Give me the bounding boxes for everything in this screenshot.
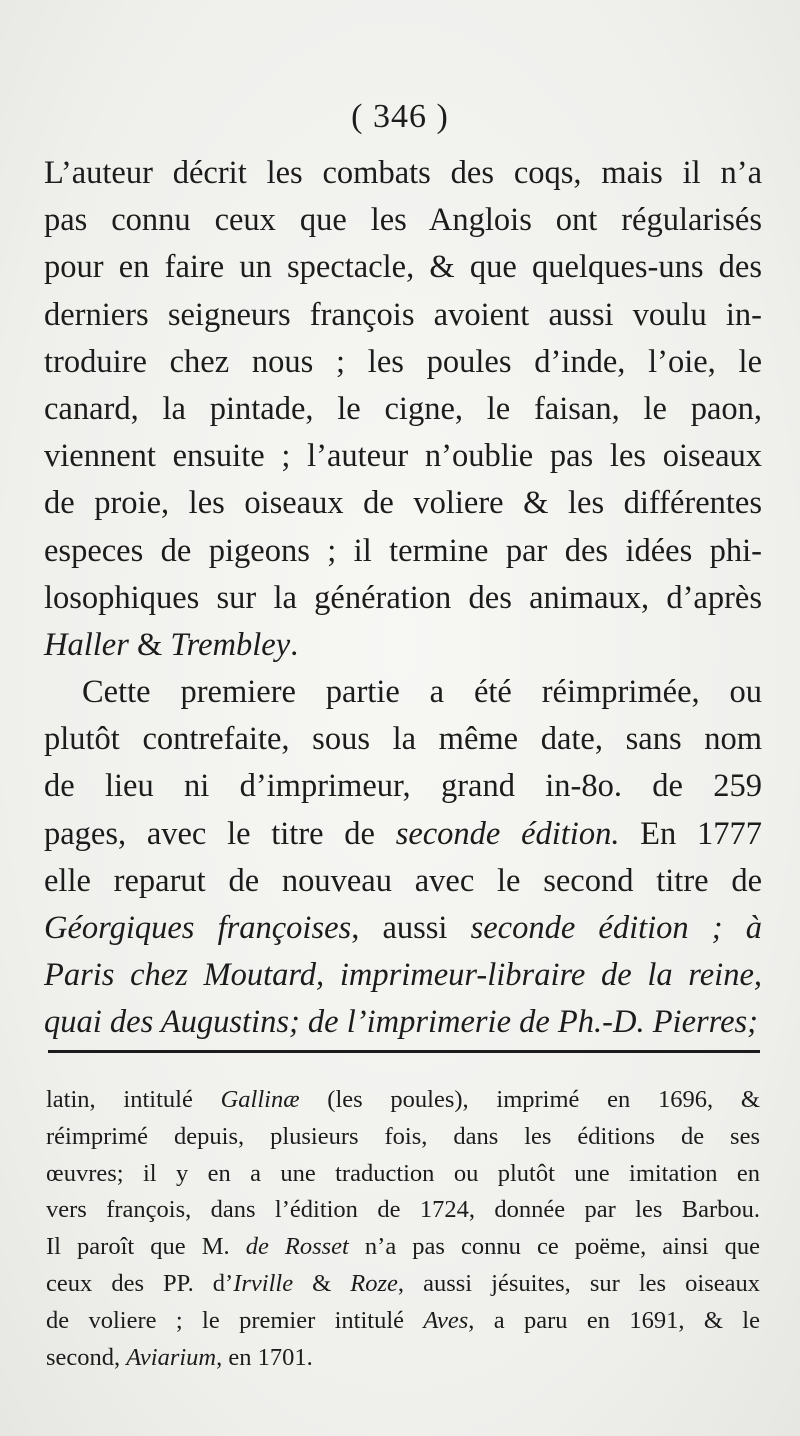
- note-line: [46, 1303, 760, 1340]
- note-line: [46, 1340, 760, 1377]
- note-line: réimprimé depuis, plusieurs fois, dans les éditions de ses: [46, 1122, 760, 1150]
- italic-title: Aves: [423, 1306, 469, 1334]
- page-number: ( 346 ): [351, 98, 449, 135]
- author-name: Irville: [233, 1269, 294, 1297]
- text-line: pas connu ceux que les Anglois ont régularisés: [44, 202, 762, 239]
- text-line: especes de pigeons ; il termine par des idées phi-: [44, 532, 762, 569]
- text-line: Cette premiere partie a été réimprimée, ou: [82, 674, 762, 711]
- footnote-divider: [48, 1050, 760, 1053]
- text-fragment: Il paroît que M.: [46, 1233, 246, 1261]
- text-fragment: &: [293, 1269, 351, 1297]
- footnote-text: [46, 1082, 760, 1376]
- italic-title: Aviarium: [126, 1343, 217, 1371]
- text-fragment: .: [290, 626, 299, 663]
- text-fragment: , a paru en 1691, & le: [468, 1306, 760, 1334]
- text-line: [44, 811, 762, 858]
- italic-title: seconde édition ; à: [470, 910, 763, 946]
- text-line: de proie, les oiseaux de voliere & les différentes: [44, 485, 762, 522]
- text-fragment: (les poules), imprimé en 1696, &: [299, 1086, 760, 1113]
- note-line: [46, 1266, 760, 1303]
- note-line: [46, 1082, 760, 1119]
- text-fragment: , aussi jésuites, sur les oiseaux: [397, 1269, 760, 1297]
- text-line: derniers seigneurs françois avoient aussi voulu in-: [44, 296, 762, 333]
- italic-title: Gallinæ: [220, 1086, 300, 1113]
- text-line: plutôt contrefaite, sous la même date, sans nom: [44, 721, 762, 758]
- text-fragment: de voliere ; le premier intitulé: [46, 1306, 424, 1334]
- text-line: de lieu ni d’imprimeur, grand in-8o. de 259: [44, 768, 762, 805]
- note-line: [46, 1229, 760, 1266]
- text-line: Paris chez Moutard, imprimeur-libraire de la reine,: [44, 957, 762, 994]
- text-line: elle reparut de nouveau avec le second titre de: [44, 862, 762, 899]
- text-line: canard, la pintade, le cigne, le faisan, le paon,: [44, 390, 762, 427]
- text-line: [44, 905, 762, 952]
- note-line: œuvres; il y en a une traduction ou plutôt une imitation en: [46, 1159, 760, 1187]
- main-text: [44, 150, 762, 1047]
- italic-title: Géorgiques françoises: [44, 910, 352, 946]
- text-fragment: &: [128, 626, 171, 663]
- note-line: vers françois, dans l’édition de 1724, donnée par les Barbou.: [46, 1196, 760, 1224]
- author-name: Haller: [44, 626, 129, 663]
- text-line: pour en faire un spectacle, & que quelques-uns des: [44, 249, 762, 286]
- author-name: Roze: [350, 1269, 398, 1297]
- text-line: [44, 622, 762, 669]
- text-fragment: En 1777: [619, 815, 762, 852]
- text-fragment: , en 1701.: [216, 1343, 313, 1371]
- text-fragment: pages, avec le titre de: [44, 815, 396, 852]
- text-fragment: , aussi: [351, 910, 471, 946]
- text-line: troduire chez nous ; les poules d’inde, l’oie, le: [44, 343, 762, 380]
- italic-title: seconde édition.: [395, 815, 620, 852]
- text-fragment: ceux des PP. d’: [46, 1269, 234, 1297]
- text-line: L’auteur décrit les combats des coqs, mais il n’a: [44, 155, 762, 191]
- text-fragment: latin, intitulé: [46, 1086, 221, 1113]
- text-fragment: n’a pas connu ce poëme, ainsi que: [348, 1233, 760, 1261]
- author-name: Trembley: [170, 626, 291, 663]
- author-name: de Rosset: [245, 1233, 349, 1261]
- text-line: viennent ensuite ; l’auteur n’oublie pas les oiseaux: [44, 438, 762, 475]
- text-line: quai des Augustins; de l’imprimerie de Ph.-D. Pierres;: [44, 1004, 758, 1041]
- text-line: losophiques sur la génération des animaux, d’après: [44, 579, 762, 616]
- text-fragment: second,: [46, 1343, 127, 1371]
